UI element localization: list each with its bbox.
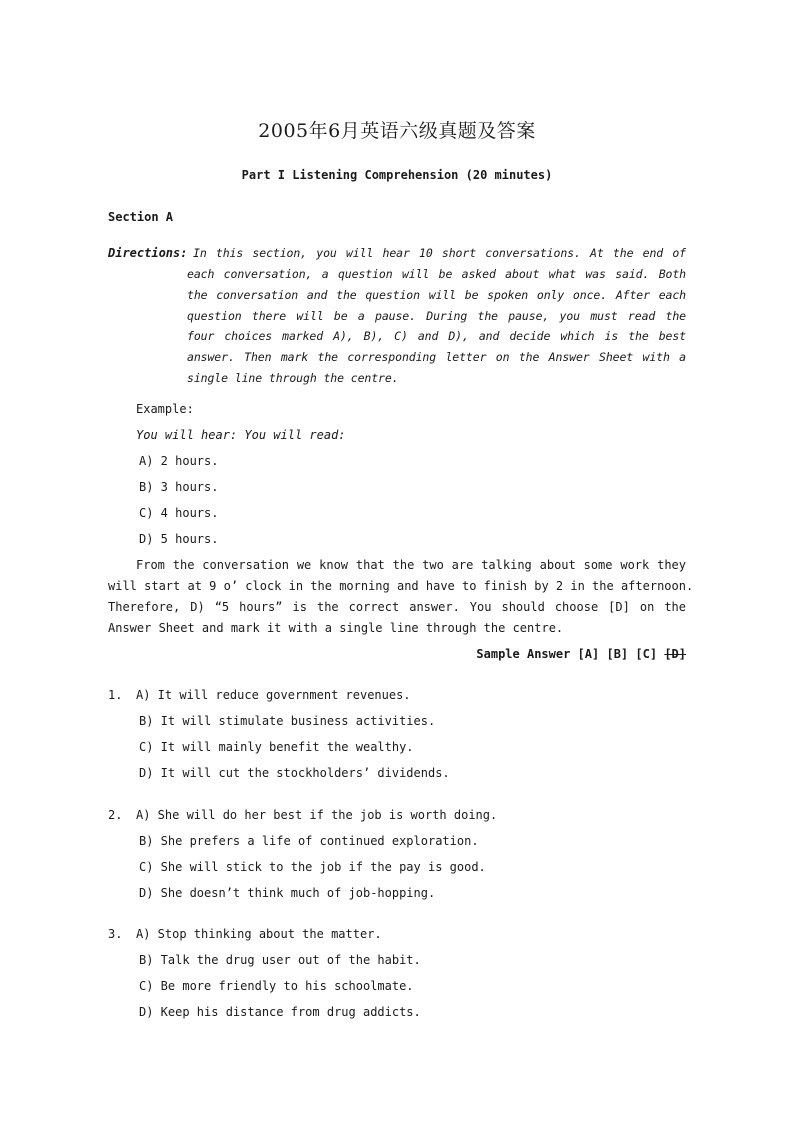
question-option: D) Keep his distance from drug addicts. [139,1005,421,1019]
directions-line: single line through the centre. [187,371,399,385]
question-option: A) It will reduce government revenues. [136,688,411,702]
question-option: B) She prefers a life of continued exploration. [139,834,479,848]
directions-line: answer. Then mark the corresponding letter on the Answer Sheet with a [187,350,686,364]
directions-line: the conversation and the question will be spoken only once. After each [187,288,686,302]
sample-answer [476,647,686,661]
example-explanation-line: From the conversation we know that the two are talking about some work they [136,558,686,572]
example-instruction: You will hear: You will read: [136,428,346,442]
directions-label: Directions: [108,246,188,260]
question-option: A) She will do her best if the job is worth doing. [136,808,498,822]
directions-line: each conversation, a question will be asked about what was said. Both [187,267,686,281]
sample-choice-a: [A] [577,647,600,661]
document-title: 2005年6月英语六级真题及答案 [258,120,536,142]
question-option: D) She doesn’t think much of job-hopping. [139,886,436,900]
example-option: A) 2 hours. [139,454,219,468]
example-option: B) 3 hours. [139,480,219,494]
directions-line: question there will be a pause. During the pause, you must read the [187,309,686,323]
example-explanation-line: will start at 9 o’ clock in the morning and have to finish by 2 in the afternoon. [108,579,694,593]
question-number: 2. [108,808,123,822]
question-number: 1. [108,688,123,702]
example-option: D) 5 hours. [139,532,219,546]
directions-line: four choices marked A), B), C) and D), and decide which is the best [187,329,686,343]
example-explanation-line: Therefore, D) “5 hours” is the correct answer. You should choose [D] on the [108,600,686,614]
question-number: 3. [108,927,123,941]
question-option: B) Talk the drug user out of the habit. [139,953,421,967]
question-option: C) Be more friendly to his schoolmate. [139,979,414,993]
question-option: D) It will cut the stockholders’ dividends. [139,766,450,780]
question-option: C) She will stick to the job if the pay is good. [139,860,486,874]
sample-choice-b: [B] [606,647,629,661]
example-explanation-line: Answer Sheet and mark it with a single line through the centre. [108,621,564,635]
example-option: C) 4 hours. [139,506,219,520]
sample-choice-c: [C] [635,647,658,661]
question-option: B) It will stimulate business activities. [139,714,436,728]
example-label: Example: [136,402,194,416]
section-heading: Section A [108,210,174,224]
sample-choice-d-marked: [D] [664,647,686,661]
directions-line: In this section, you will hear 10 short conversations. At the end of [193,246,686,260]
question-option: C) It will mainly benefit the wealthy. [139,740,414,754]
question-option: A) Stop thinking about the matter. [136,927,382,941]
sample-answer-label: Sample Answer [476,647,571,661]
part-title: Part I Listening Comprehension (20 minutes) [241,168,553,182]
